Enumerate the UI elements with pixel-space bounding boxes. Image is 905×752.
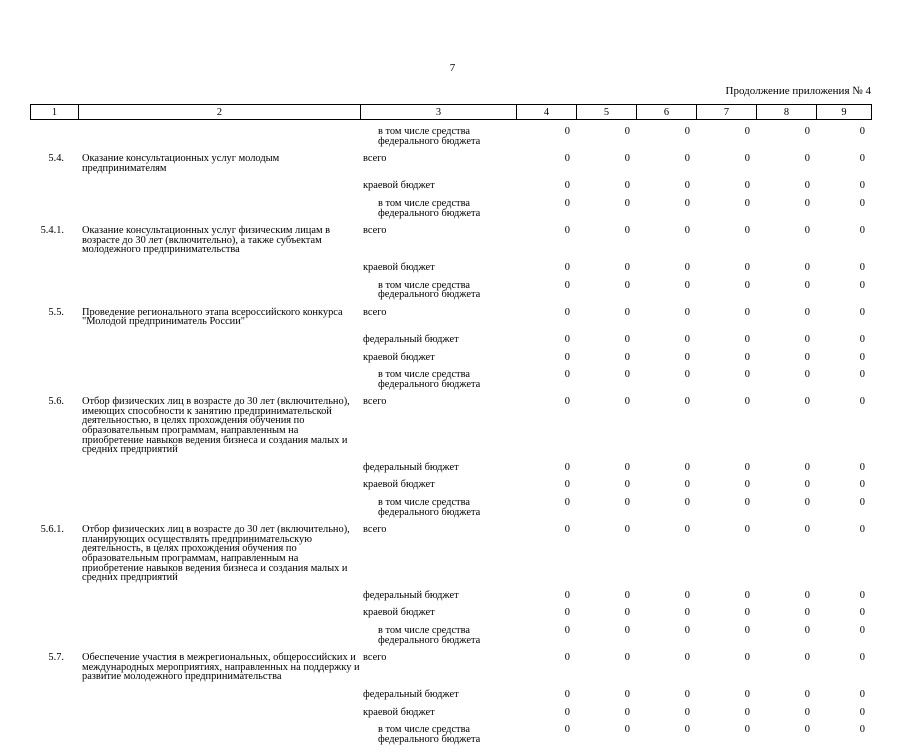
item-name (78, 263, 360, 281)
value-cell: 0 (744, 607, 750, 619)
header-cell: 7 (697, 105, 757, 120)
item-number (30, 370, 78, 397)
value-cell: 0 (744, 306, 750, 318)
item-number (30, 708, 78, 726)
item-name: Оказание консультационных услуг физическим лицам в возрасте до 30 лет (включительно), а также субъектам молодежного предпринимательства (82, 225, 331, 256)
funding-source: в том числе средства федерального бюджета (378, 624, 481, 646)
value-cell: 0 (804, 589, 810, 601)
value-cell: 0 (804, 153, 810, 165)
item-name (78, 591, 360, 609)
value-cell: 0 (804, 652, 810, 664)
value-cell: 0 (684, 351, 690, 363)
value-cell: 0 (859, 607, 865, 619)
value-cell: 0 (684, 153, 690, 165)
value-cell: 0 (564, 351, 570, 363)
table-row (30, 308, 871, 335)
value-cell: 0 (684, 524, 690, 536)
value-cell: 0 (804, 724, 810, 736)
value-cell: 0 (684, 461, 690, 473)
value-cell: 0 (684, 306, 690, 318)
item-number (30, 281, 78, 308)
table-row (30, 226, 871, 263)
value-cell: 0 (804, 351, 810, 363)
item-name (78, 370, 360, 397)
value-cell: 0 (804, 197, 810, 209)
value-cell: 0 (804, 180, 810, 192)
value-cell: 0 (624, 351, 630, 363)
item-number (30, 127, 78, 154)
header-cell: 3 (361, 105, 517, 120)
value-cell: 0 (684, 225, 690, 237)
table-row (30, 690, 871, 708)
value-cell: 0 (624, 261, 630, 273)
value-cell: 0 (624, 333, 630, 345)
value-cell: 0 (624, 369, 630, 381)
value-cell: 0 (684, 589, 690, 601)
table-row (30, 525, 871, 591)
table-row (30, 263, 871, 281)
value-cell: 0 (859, 589, 865, 601)
table-row (30, 725, 871, 752)
value-cell: 0 (564, 706, 570, 718)
value-cell: 0 (684, 197, 690, 209)
value-cell: 0 (624, 497, 630, 509)
value-cell: 0 (564, 153, 570, 165)
item-name (78, 463, 360, 481)
value-cell: 0 (744, 688, 750, 700)
item-number: 5.6. (48, 396, 64, 408)
funding-source: федеральный бюджет (363, 333, 459, 345)
item-name (78, 199, 360, 226)
funding-source: краевой бюджет (363, 351, 435, 363)
value-cell: 0 (804, 688, 810, 700)
header-cell: 4 (517, 105, 577, 120)
value-cell: 0 (564, 652, 570, 664)
value-cell: 0 (804, 706, 810, 718)
value-cell: 0 (564, 180, 570, 192)
value-cell: 0 (859, 461, 865, 473)
item-name: Обеспечение участия в межрегиональных, общероссийских и международных мероприятиях, направленных на поддержку и развитие молодежного предпринимательства (82, 652, 360, 683)
value-cell: 0 (804, 369, 810, 381)
funding-source: краевой бюджет (363, 180, 435, 192)
value-cell: 0 (624, 652, 630, 664)
value-cell: 0 (804, 279, 810, 291)
value-cell: 0 (684, 624, 690, 636)
funding-source: всего (363, 153, 387, 165)
value-cell: 0 (744, 153, 750, 165)
funding-source: краевой бюджет (363, 479, 435, 491)
item-name (78, 480, 360, 498)
value-cell: 0 (804, 461, 810, 473)
header-row (31, 105, 872, 120)
value-cell: 0 (624, 624, 630, 636)
value-cell: 0 (564, 369, 570, 381)
item-number (30, 181, 78, 199)
value-cell: 0 (744, 197, 750, 209)
value-cell: 0 (684, 652, 690, 664)
item-number: 5.7. (48, 652, 64, 664)
funding-source: федеральный бюджет (363, 461, 459, 473)
table-row (30, 653, 871, 690)
item-number (30, 498, 78, 525)
value-cell: 0 (804, 497, 810, 509)
table-row (30, 370, 871, 397)
value-cell: 0 (744, 369, 750, 381)
item-number: 5.4. (48, 153, 64, 165)
value-cell: 0 (804, 261, 810, 273)
item-name (78, 608, 360, 626)
item-name (78, 690, 360, 708)
table-row (30, 480, 871, 498)
value-cell: 0 (859, 652, 865, 664)
funding-source: в том числе средства федерального бюджета (378, 369, 481, 390)
value-cell: 0 (804, 333, 810, 345)
value-cell: 0 (684, 724, 690, 736)
item-number (30, 463, 78, 481)
value-cell: 0 (564, 589, 570, 601)
value-cell: 0 (859, 261, 865, 273)
value-cell: 0 (684, 607, 690, 619)
value-cell: 0 (684, 706, 690, 718)
value-cell: 0 (744, 461, 750, 473)
value-cell: 0 (564, 724, 570, 736)
funding-source: всего (363, 396, 387, 408)
funding-source: в том числе средства федерального бюджета (378, 279, 481, 301)
value-cell: 0 (624, 706, 630, 718)
value-cell: 0 (744, 180, 750, 192)
value-cell: 0 (744, 333, 750, 345)
item-name (78, 708, 360, 726)
item-name (78, 725, 360, 752)
value-cell: 0 (684, 279, 690, 291)
value-cell: 0 (859, 351, 865, 363)
value-cell: 0 (804, 479, 810, 491)
value-cell: 0 (564, 396, 570, 408)
table-row (30, 708, 871, 726)
value-cell: 0 (859, 279, 865, 291)
header-cell: 8 (757, 105, 817, 120)
item-number (30, 480, 78, 498)
value-cell: 0 (624, 607, 630, 619)
value-cell: 0 (684, 180, 690, 192)
item-number (30, 335, 78, 353)
value-cell: 0 (684, 497, 690, 509)
value-cell: 0 (804, 126, 810, 137)
value-cell: 0 (744, 706, 750, 718)
value-cell: 0 (564, 497, 570, 509)
funding-source: федеральный бюджет (363, 688, 459, 700)
value-cell: 0 (624, 279, 630, 291)
value-cell: 0 (624, 306, 630, 318)
funding-source: в том числе средства федерального бюджета (378, 126, 481, 147)
table-row (30, 463, 871, 481)
value-cell: 0 (624, 479, 630, 491)
table-row (30, 127, 871, 154)
value-cell: 0 (859, 479, 865, 491)
value-cell: 0 (804, 524, 810, 536)
value-cell: 0 (684, 479, 690, 491)
funding-source: всего (363, 225, 387, 237)
table-row (30, 181, 871, 199)
value-cell: 0 (624, 524, 630, 536)
item-name: Проведение регионального этапа всероссийского конкурса "Молодой предприниматель России" (82, 306, 343, 328)
funding-source: краевой бюджет (363, 706, 435, 718)
table-row (30, 335, 871, 353)
funding-source: федеральный бюджет (363, 589, 459, 601)
page-number: 7 (449, 62, 456, 74)
funding-source: в том числе средства федерального бюджета (378, 197, 481, 219)
item-number: 5.5. (48, 306, 64, 318)
header-cell: 2 (79, 105, 361, 120)
value-cell: 0 (804, 306, 810, 318)
value-cell: 0 (859, 369, 865, 381)
table-row (30, 353, 871, 371)
table-row (30, 281, 871, 308)
item-name (78, 181, 360, 199)
value-cell: 0 (859, 524, 865, 536)
value-cell: 0 (859, 688, 865, 700)
value-cell: 0 (564, 688, 570, 700)
value-cell: 0 (564, 279, 570, 291)
value-cell: 0 (859, 225, 865, 237)
value-cell: 0 (744, 624, 750, 636)
value-cell: 0 (564, 524, 570, 536)
header-cell: 6 (637, 105, 697, 120)
value-cell: 0 (624, 197, 630, 209)
item-number (30, 353, 78, 371)
value-cell: 0 (859, 724, 865, 736)
value-cell: 0 (744, 279, 750, 291)
value-cell: 0 (684, 261, 690, 273)
funding-source: всего (363, 524, 387, 536)
value-cell: 0 (859, 153, 865, 165)
item-name: Оказание консультационных услуг молодым предпринимателям (82, 153, 280, 174)
value-cell: 0 (624, 225, 630, 237)
value-cell: 0 (624, 126, 630, 137)
value-cell: 0 (744, 524, 750, 536)
value-cell: 0 (804, 607, 810, 619)
value-cell: 0 (564, 225, 570, 237)
continuation-label: Продолжение приложения № 4 (725, 85, 871, 97)
value-cell: 0 (624, 688, 630, 700)
value-cell: 0 (804, 396, 810, 408)
value-cell: 0 (564, 197, 570, 209)
header-cell: 1 (31, 105, 79, 120)
item-name (78, 498, 360, 525)
item-name (78, 353, 360, 371)
value-cell: 0 (684, 333, 690, 345)
item-number (30, 263, 78, 281)
value-cell: 0 (744, 225, 750, 237)
funding-source: краевой бюджет (363, 607, 435, 619)
funding-source: всего (363, 306, 387, 318)
item-number (30, 690, 78, 708)
item-name: Отбор физических лиц в возрасте до 30 лет (включительно), имеющих способности к занятию предпринимательской деятельностью, в целях прохождения обучения по образовательным программам, направленным на приобретение навыков ведения бизнеса и создания малых и средних предприятий (82, 396, 350, 456)
value-cell: 0 (684, 369, 690, 381)
table-row (30, 397, 871, 463)
value-cell: 0 (564, 607, 570, 619)
funding-source: в том числе средства федерального бюджета (378, 724, 481, 745)
item-name: Отбор физических лиц в возрасте до 30 лет (включительно), планирующих осуществлять предпринимательскую деятельность, в целях прохождения обучения по образовательным программам, направленным на приобретение навыков ведения бизнеса и создания малых и средних предприятий (82, 524, 350, 584)
column-number-header (30, 104, 872, 120)
header-cell: 9 (817, 105, 872, 120)
value-cell: 0 (744, 261, 750, 273)
value-cell: 0 (744, 724, 750, 736)
value-cell: 0 (564, 126, 570, 137)
table-row (30, 591, 871, 609)
value-cell: 0 (564, 624, 570, 636)
item-number (30, 591, 78, 609)
funding-table (30, 127, 871, 752)
value-cell: 0 (744, 396, 750, 408)
value-cell: 0 (744, 479, 750, 491)
value-cell: 0 (564, 306, 570, 318)
value-cell: 0 (804, 624, 810, 636)
value-cell: 0 (859, 706, 865, 718)
value-cell: 0 (564, 461, 570, 473)
value-cell: 0 (624, 396, 630, 408)
table-row (30, 154, 871, 181)
value-cell: 0 (564, 479, 570, 491)
funding-source: всего (363, 652, 387, 664)
value-cell: 0 (684, 126, 690, 137)
value-cell: 0 (744, 351, 750, 363)
value-cell: 0 (744, 126, 750, 137)
value-cell: 0 (684, 396, 690, 408)
table-row (30, 608, 871, 626)
item-name (78, 281, 360, 308)
value-cell: 0 (624, 724, 630, 736)
value-cell: 0 (859, 180, 865, 192)
value-cell: 0 (564, 261, 570, 273)
item-name (78, 127, 360, 154)
value-cell: 0 (859, 396, 865, 408)
item-number (30, 725, 78, 752)
item-number: 5.6.1. (40, 524, 64, 536)
value-cell: 0 (624, 589, 630, 601)
value-cell: 0 (859, 197, 865, 209)
item-name (78, 335, 360, 353)
funding-source: краевой бюджет (363, 261, 435, 273)
table-row (30, 498, 871, 525)
value-cell: 0 (744, 652, 750, 664)
item-number (30, 199, 78, 226)
value-cell: 0 (859, 497, 865, 509)
item-number (30, 608, 78, 626)
value-cell: 0 (564, 333, 570, 345)
value-cell: 0 (859, 333, 865, 345)
funding-source: в том числе средства федерального бюджета (378, 497, 481, 518)
value-cell: 0 (624, 180, 630, 192)
value-cell: 0 (859, 306, 865, 318)
value-cell: 0 (859, 624, 865, 636)
item-number: 5.4.1. (40, 225, 64, 237)
value-cell: 0 (859, 126, 865, 137)
value-cell: 0 (744, 497, 750, 509)
header-cell: 5 (577, 105, 637, 120)
value-cell: 0 (684, 688, 690, 700)
value-cell: 0 (624, 461, 630, 473)
table-row (30, 199, 871, 226)
value-cell: 0 (744, 589, 750, 601)
value-cell: 0 (624, 153, 630, 165)
value-cell: 0 (804, 225, 810, 237)
